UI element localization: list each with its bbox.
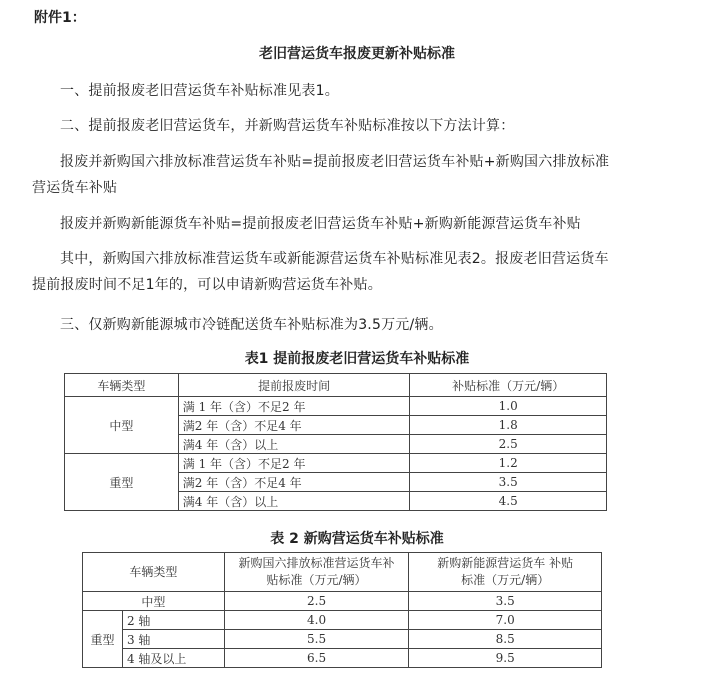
vehicle-type-cell: 中型	[83, 592, 225, 611]
axle-cell: 3 轴	[122, 630, 224, 649]
scrap-time-cell: 满2 年（含）不足4 年	[178, 416, 410, 435]
guo6-subsidy-cell: 4.0	[224, 611, 409, 630]
vehicle-type-cell: 重型	[65, 454, 179, 511]
scrap-time-cell: 满 1 年（含）不足2 年	[178, 397, 410, 416]
header-subsidy: 补贴标准（万元/辆）	[410, 374, 607, 397]
paragraph-1: 一、提前报废老旧营运货车补贴标准见表1。	[60, 83, 339, 99]
ev-subsidy-cell: 8.5	[409, 630, 602, 649]
header-guo6-subsidy	[224, 553, 409, 592]
document-title: 老旧营运货车报废更新补贴标准	[259, 46, 455, 62]
subsidy-cell: 3.5	[410, 473, 607, 492]
subsidy-cell: 1.2	[410, 454, 607, 473]
ev-subsidy-cell: 7.0	[409, 611, 602, 630]
header-ev-subsidy	[409, 553, 602, 592]
header-ev-line2: 标准（万元/辆）	[461, 573, 550, 587]
paragraph-5-line-2: 提前报废时间不足1年的，可以申请新购营运货车补贴。	[32, 277, 382, 293]
vehicle-type-cell: 重型	[83, 611, 123, 668]
table-row	[65, 397, 607, 416]
guo6-subsidy-cell: 2.5	[224, 592, 409, 611]
table-header-row	[83, 553, 602, 592]
header-ev-line1: 新购新能源营运货车 补贴	[437, 556, 574, 570]
axle-cell: 4 轴及以上	[122, 649, 224, 668]
ev-subsidy-cell: 3.5	[409, 592, 602, 611]
header-vehicle-type: 车辆类型	[65, 374, 179, 397]
ev-subsidy-cell: 9.5	[409, 649, 602, 668]
table-row	[83, 630, 602, 649]
paragraph-5-line-1: 其中，新购国六排放标准营运货车或新能源营运货车补贴标准见表2。报废老旧营运货车	[60, 251, 609, 267]
scrap-time-cell: 满4 年（含）以上	[178, 492, 410, 511]
table2-caption: 表 2 新购营运货车补贴标准	[270, 531, 444, 547]
guo6-subsidy-cell: 6.5	[224, 649, 409, 668]
paragraph-4: 报废并新购新能源货车补贴=提前报废老旧营运货车补贴+新购新能源营运货车补贴	[60, 216, 581, 232]
paragraph-3-line-1: 报废并新购国六排放标准营运货车补贴=提前报废老旧营运货车补贴+新购国六排放标准	[60, 154, 610, 170]
table-header-row	[65, 374, 607, 397]
table2-new-purchase-subsidy	[82, 552, 602, 668]
vehicle-type-cell: 中型	[65, 397, 179, 454]
scrap-time-cell: 满 1 年（含）不足2 年	[178, 454, 410, 473]
scrap-time-cell: 满2 年（含）不足4 年	[178, 473, 410, 492]
scrap-time-cell: 满4 年（含）以上	[178, 435, 410, 454]
paragraph-6: 三、仅新购新能源城市冷链配送货车补贴标准为3.5万元/辆。	[60, 317, 443, 333]
table1-caption: 表1 提前报废老旧营运货车补贴标准	[244, 351, 470, 367]
attachment-label: 附件1：	[34, 10, 86, 26]
table-row	[83, 611, 602, 630]
table-row	[65, 454, 607, 473]
table-row	[83, 592, 602, 611]
paragraph-3-line-2: 营运货车补贴	[32, 180, 118, 196]
paragraph-2: 二、提前报废老旧营运货车，并新购营运货车补贴标准按以下方法计算：	[60, 118, 515, 134]
guo6-subsidy-cell: 5.5	[224, 630, 409, 649]
table1-scrapping-subsidy	[64, 373, 607, 511]
axle-cell: 2 轴	[122, 611, 224, 630]
subsidy-cell: 1.0	[410, 397, 607, 416]
header-scrap-time: 提前报废时间	[178, 374, 410, 397]
table-row	[83, 649, 602, 668]
subsidy-cell: 4.5	[410, 492, 607, 511]
header-vehicle-type: 车辆类型	[83, 553, 225, 592]
header-guo6-line1: 新购国六排放标准营运货车补	[238, 556, 395, 570]
subsidy-cell: 1.8	[410, 416, 607, 435]
header-guo6-line2: 贴标准（万元/辆）	[266, 573, 367, 587]
subsidy-cell: 2.5	[410, 435, 607, 454]
